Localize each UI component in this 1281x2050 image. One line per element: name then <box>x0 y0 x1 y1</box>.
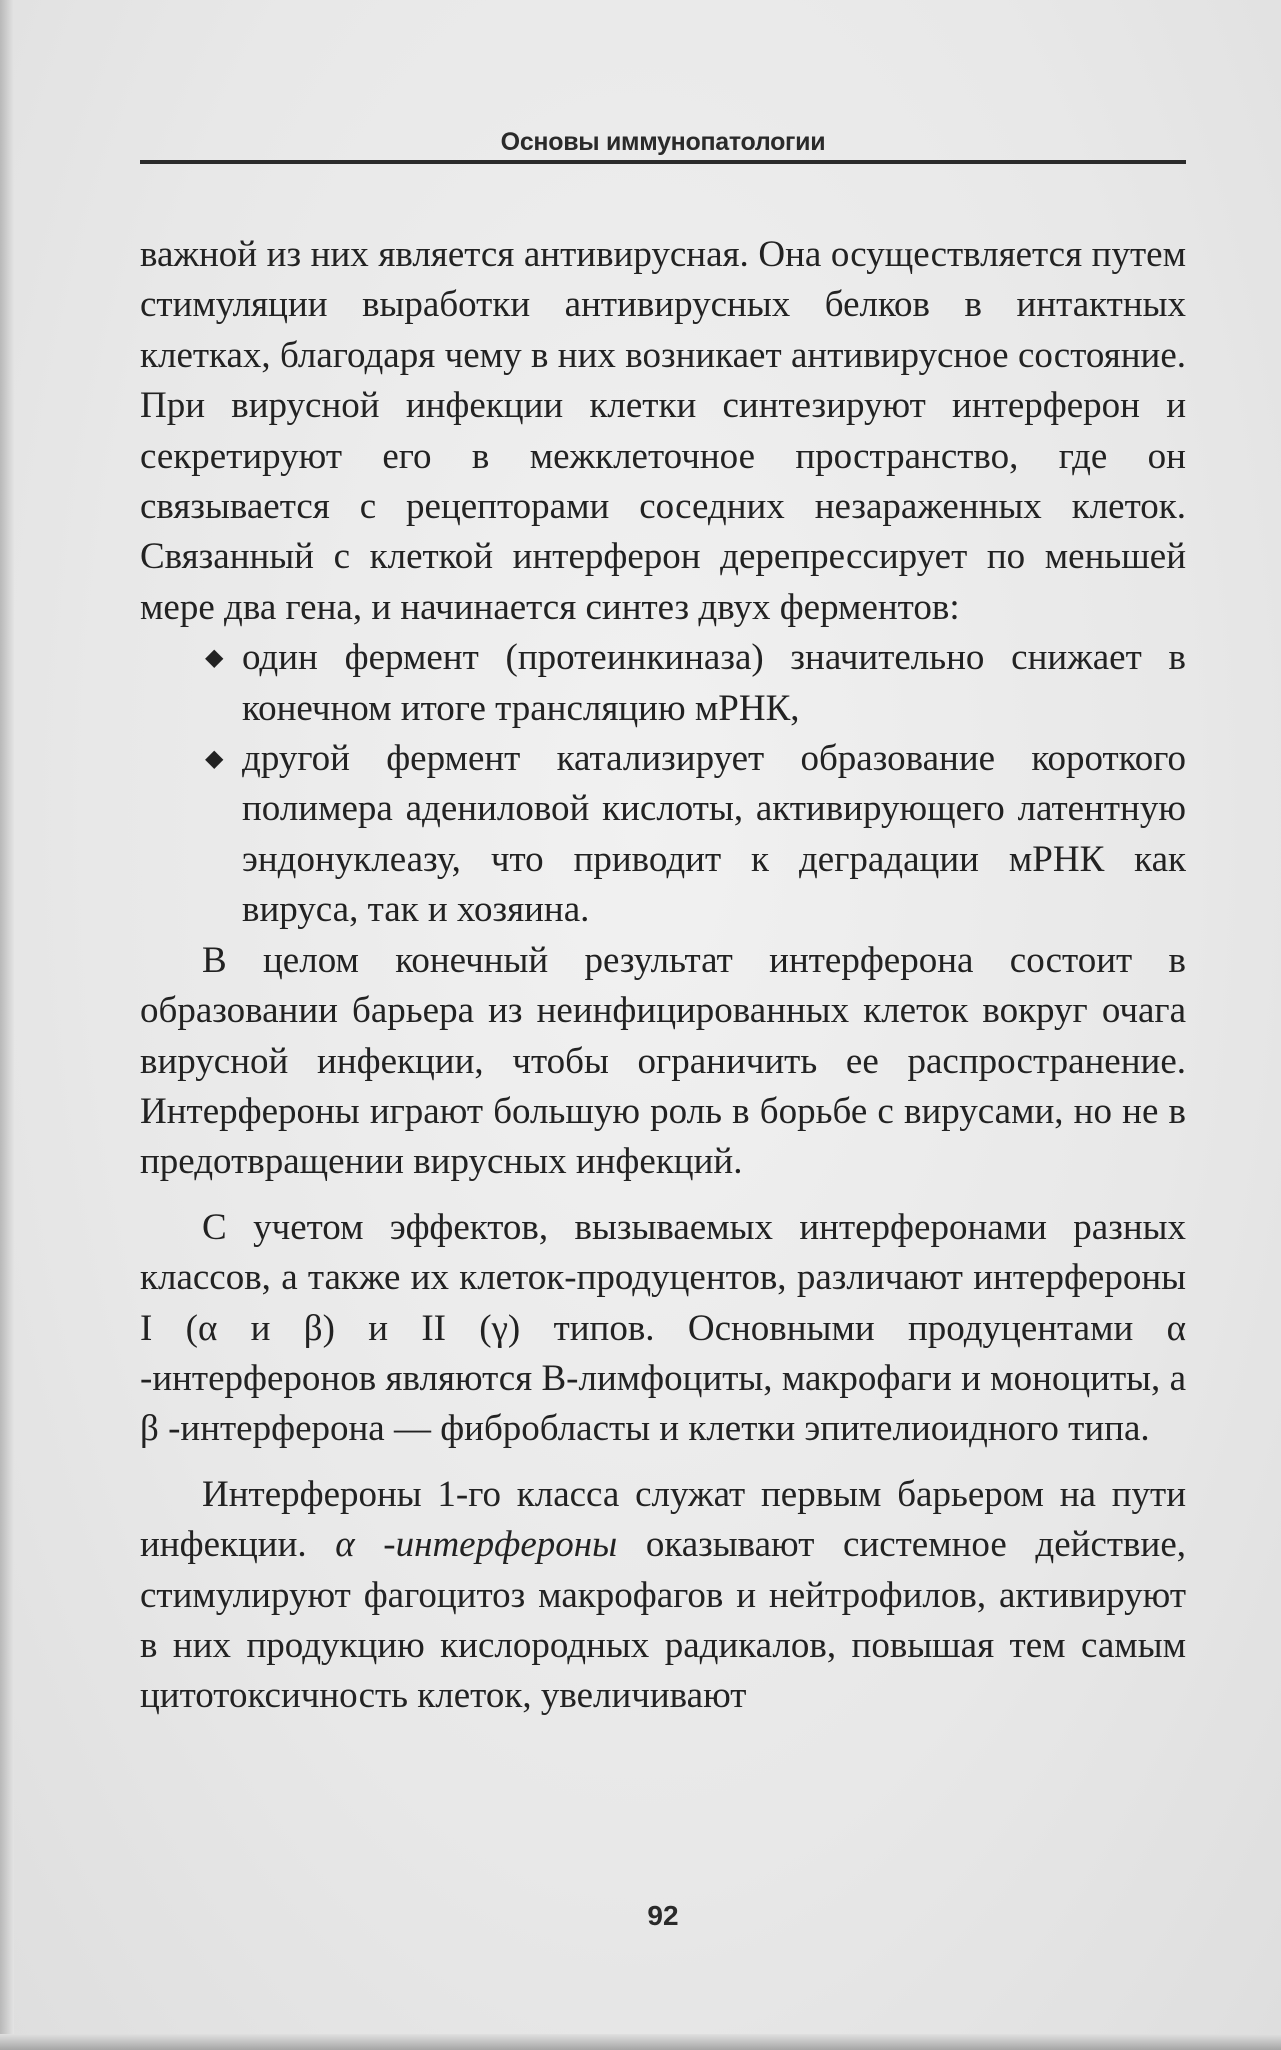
page-left-edge <box>0 0 14 2050</box>
diamond-bullet-icon: ◆ <box>205 645 224 672</box>
bullet-item <box>140 633 1186 734</box>
page-number: 92 <box>647 1900 679 1931</box>
page-bottom-edge <box>0 2034 1281 2050</box>
bullet-text: один фермент (протеинкиназа) значительно снижает в конечном итоге трансляцию мРНК, <box>242 637 1186 729</box>
bullet-item <box>140 734 1186 936</box>
paragraph-4-end: оказывают системное действие, стимулируют фагоцитоз макрофагов и нейтрофилов, активируют в них продукцию кислородных радикалов, повышая тем самым цитотоксичность клеток, увеличивают <box>140 1524 1186 1717</box>
bullet-text: другой фермент катализирует образование короткого полимера адениловой кислоты, активирующего латентную эндонуклеазу, что приводит к деградации мРНК как вируса, так и хозяина. <box>242 738 1186 931</box>
paragraph-2: В целом конечный результат интерферона состоит в образовании барьера из неинфицированных клеток вокруг очага вирусной инфекции, чтобы ограничить ее распространение. Интерфероны играют большую роль в борьбе с вирусами, но не в предотвращении вирусных инфекций. <box>140 939 1186 1183</box>
header-rule <box>140 160 1186 164</box>
paragraph-1: важной из них является антивирусная. Она осуществляется путем стимуляции выработки антивирусных белков в интактных клетках, благодаря чему в них возникает антивирусное состояние. При вирусной инфекции клетки синтезируют интерферон и секретируют его в межклеточное пространство, где он связывается с рецепторами соседних незараженных клеток. Связанный с клеткой интерферон дерепрессирует по меньшей мере два гена, и начинается синтез двух ферментов: <box>140 234 1186 628</box>
paragraph-3: С учетом эффектов, вызываемых интерферонами разных классов, а также их клеток-продуцентов, различают интерфероны I (α и β) и II (γ) типов. Основными продуцентами α -интерферонов являются В-лимфоциты, макрофаги и моноциты, а β -интерферона — фибробласты и клетки эпителиоидного типа. <box>140 1206 1186 1450</box>
bullet-list <box>140 633 1186 935</box>
body-text <box>140 230 1186 1722</box>
paragraph-4 <box>140 1470 1186 1722</box>
running-head: Основы иммунопатологии <box>500 128 826 156</box>
paragraph-4-italic: α -интерфероны <box>335 1524 618 1566</box>
paragraph-4-start: Интерфероны 1-го класса служат первым барьером на пути инфекции. <box>140 1473 1186 1566</box>
diamond-bullet-icon: ◆ <box>205 746 224 773</box>
